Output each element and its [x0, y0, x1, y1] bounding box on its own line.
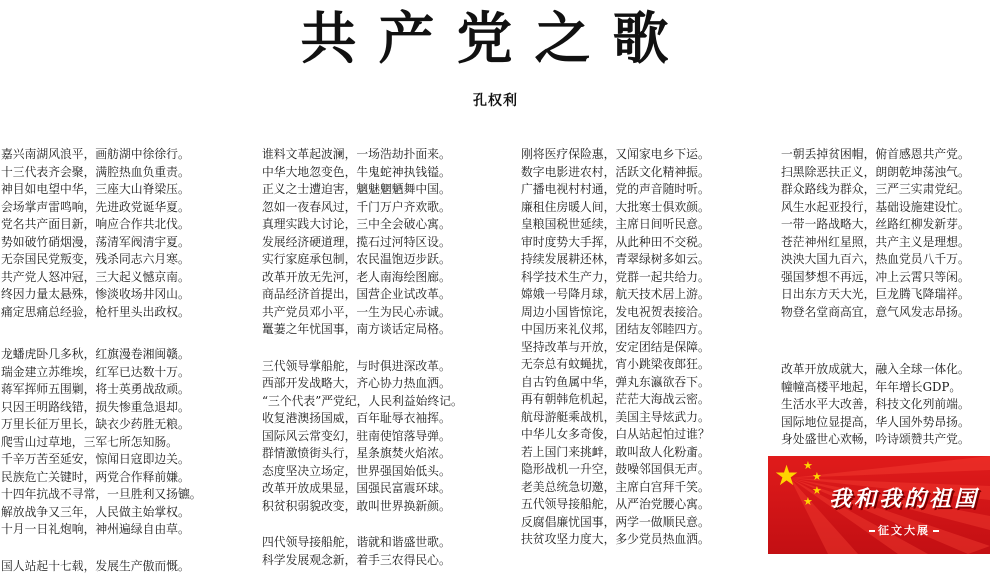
banner-title: 我和我的祖国: [818, 482, 990, 513]
poem-line: 若上国门来挑衅，敢叫敌人化粉齑。: [521, 444, 710, 462]
poem-line: 十月一日礼炮响，神州遍绿自由草。: [1, 521, 202, 539]
poem-verse: [781, 361, 970, 449]
poem-line: 无奈总有蚊蝇扰，宵小跳梁夜郎狂。: [521, 356, 710, 374]
page-title: 共产党之歌: [0, 4, 991, 76]
poem-line: 改革开放成果显，国强民富震环球。: [262, 480, 463, 498]
poem-line: 嫦娥一号降月球，航天技术居上游。: [521, 286, 710, 304]
poem-line: 苍茫神州红星照，共产主义是理想。: [781, 234, 970, 252]
poem-line: 国人站起十七载，发展生产傲而慨。: [1, 558, 202, 575]
poem-verse: [521, 146, 710, 496]
poem-line: 痛定思痛总经验，枪杆里头出政权。: [1, 304, 202, 322]
star-icon: ★: [774, 462, 799, 490]
poem-line: 四代领导接船舵，谐就和谐盛世歌。: [262, 534, 463, 552]
poem-column-4: [781, 146, 970, 449]
dash-left: [869, 530, 875, 532]
poem-line: 共产党人怒冲冠，三大起义憾京南。: [1, 269, 202, 287]
poem-line: 刚将医疗保险惠，又闻家电乡下运。: [521, 146, 710, 164]
poem-line: 坚持改革与开放，安定团结是保障。: [521, 339, 710, 357]
poem-column-1: [1, 146, 202, 575]
poem-line: 泱泱大国九百六，热血党员八千万。: [781, 251, 970, 269]
poem-column-2: [262, 146, 463, 569]
poem-line: 物登名堂商高宜，意气风发志昂扬。: [781, 304, 970, 322]
poem-line: 广播电视村村通，党的声音随时听。: [521, 181, 710, 199]
poem-line: “三个代表”严党纪，人民利益始终记。: [262, 393, 463, 411]
poem-column-3: [521, 146, 710, 549]
poem-line: 中华儿女多奇俊，白从站起怕过谁？: [521, 426, 710, 444]
poem-line: 一带一路战略大，丝路红柳发新芽。: [781, 216, 970, 234]
poem-line: 十三代表齐会聚，满腔热血负重责。: [1, 164, 202, 182]
poem-line: 老美总统急切邀，主席白宫拜千笑。: [521, 479, 710, 497]
poem-line: 西部开发战略大，齐心协力热血洒。: [262, 375, 463, 393]
poem-line: 千辛万苦至延安，惊闻日寇即边关。: [1, 451, 202, 469]
poem-line: 三代领导掌船舵，与时俱进深改革。: [262, 358, 463, 376]
poem-line: 神目如电望中华，三座大山脊梁压。: [1, 181, 202, 199]
poem-line: 正义之士遭迫害，魑魅魍魉舞中国。: [262, 181, 463, 199]
star-icon: ★: [803, 496, 813, 507]
poem-line: 万里长征万里长，缺衣少药胜无粮。: [1, 416, 202, 434]
poem-line: 一朝丢掉贫困帽，俯首感恩共产党。: [781, 146, 970, 164]
poem-line: 身处盛世心欢畅，吟诗颂赞共产党。: [781, 431, 970, 449]
banner-subtitle: [818, 522, 990, 538]
poem-verse: [1, 558, 202, 575]
poem-line: 航母游艇乘战机，美国主导炫武力。: [521, 409, 710, 427]
poem-line: 鼍萋之年忧国事，南方谈话定局格。: [262, 321, 463, 339]
poem-line: 强国梦想不再远，冲上云霄只等闲。: [781, 269, 970, 287]
banner-subtitle-text: 征文大展: [878, 524, 930, 537]
poem-line: 五代领导接船舵，从严治党腰心寓。: [521, 496, 710, 514]
poem-line: 群众路线为群众，三严三实肃党纪。: [781, 181, 970, 199]
poem-line: 扶贫攻坚力度大，多少党员热血洒。: [521, 531, 710, 549]
poem-line: 幢幢高楼平地起，年年增长GDP。: [781, 379, 970, 397]
poem-line: 实行家庭承包制，农民温饱迈步跃。: [262, 251, 463, 269]
poem-line: 日出东方天大光，巨龙腾飞降瑞祥。: [781, 286, 970, 304]
poem-line: 党名共产面目新，响应合作共北伐。: [1, 216, 202, 234]
poem-line: 发展经济硬道理，揽石过河特区设。: [262, 234, 463, 252]
poem-line: 龙蟠虎卧几多秋，红旗漫卷湘闽赣。: [1, 346, 202, 364]
poem-line: 共产党员邓小平，一生为民心赤诚。: [262, 304, 463, 322]
poem-line: 改革开放成就大，融入全球一体化。: [781, 361, 970, 379]
poem-line: 周边小国皆惊诧，发电祝贺表接洽。: [521, 304, 710, 322]
poem-line: 中华大地忽变色，牛鬼蛇神执钱镒。: [262, 164, 463, 182]
poem-line: 收复港澳扬国威，百年耻辱衣袖挥。: [262, 410, 463, 428]
poem-line: 谁料文革起波澜，一场浩劫扑面来。: [262, 146, 463, 164]
poem-verse: [521, 496, 710, 549]
poem-line: 爬雪山过草地，三军七所怎知肠。: [1, 434, 202, 452]
poem-line: 十四年抗战不寻常，一旦胜利又扬镳。: [1, 486, 202, 504]
poem-verse: [262, 358, 463, 516]
poem-line: 反腐倡廉忧国事，两学一做顺民意。: [521, 514, 710, 532]
poem-line: 解放战争又三年，人民做主始掌权。: [1, 504, 202, 522]
poem-line: 积贫积弱貌改变，敢叫世界换新颜。: [262, 498, 463, 516]
star-icon: ★: [803, 460, 813, 471]
poem-line: 终因力量太悬殊，惨淡收场井冈山。: [1, 286, 202, 304]
poem-line: 民族危亡关键时，两党合作释前嫌。: [1, 469, 202, 487]
poem-verse: [1, 146, 202, 321]
poem-line: 审时度势大手挥，从此种田不交税。: [521, 234, 710, 252]
poem-line: 国际地位显提高，华人国外势昂扬。: [781, 414, 970, 432]
poem-line: 再有朝韩危机起，茫茫大海战云密。: [521, 391, 710, 409]
poem-line: 自古钓鱼属中华，弹丸东瀛欲吞下。: [521, 374, 710, 392]
dash-right: [933, 530, 939, 532]
poem-line: 只因王明路线错，损失惨重急退却。: [1, 399, 202, 417]
poem-line: 群情激愤街头行，星条旗焚火焰浓。: [262, 445, 463, 463]
poem-line: 商品经济首提出，国营企业试改革。: [262, 286, 463, 304]
poem-line: 蒋军挥师五围剿，将士英勇战敌顽。: [1, 381, 202, 399]
poem-line: 隐形战机一升空，鼓噪邻国俱无声。: [521, 461, 710, 479]
poem-verse: [781, 146, 970, 321]
essay-contest-banner[interactable]: [768, 456, 990, 554]
poem-line: 国际风云常变幻，驻南使馆落导弹。: [262, 428, 463, 446]
poem-line: 科学发展观念新，着手三农得民心。: [262, 552, 463, 570]
poem-line: 数字电影进农村，活跃文化精神振。: [521, 164, 710, 182]
poem-line: 真理实践大讨论，三中全会破心寓。: [262, 216, 463, 234]
star-icon: ★: [812, 471, 822, 482]
poem-line: 生活水平大改善，科技文化列前端。: [781, 396, 970, 414]
poem-line: 廉租住房暖人间，大批寒士俱欢颜。: [521, 199, 710, 217]
poem-line: 扫黑除恶扶正义，朗朗乾坤荡浊气。: [781, 164, 970, 182]
poem-line: 无奈国民党叛变，残杀同志六月寒。: [1, 251, 202, 269]
poem-line: 瑞金建立苏维埃，红军已达数十万。: [1, 364, 202, 382]
poem-line: 科学技术生产力，党群一起共给力。: [521, 269, 710, 287]
poem-line: 忽如一夜春风过，千门万户齐欢歌。: [262, 199, 463, 217]
poem-line: 中国历来礼仪邦，团结友邻睦四方。: [521, 321, 710, 339]
poem-line: 势如破竹硝烟漫，荡清军阀清宇夏。: [1, 234, 202, 252]
poem-verse: [262, 146, 463, 339]
poem-line: 持续发展耕还林，青翠绿树多如云。: [521, 251, 710, 269]
author-name: 孔权利: [0, 90, 991, 110]
poem-line: 嘉兴南湖风浪平，画舫湖中徐徐行。: [1, 146, 202, 164]
poem-line: 改革开放无先河，老人南海绘图廊。: [262, 269, 463, 287]
poem-line: 皇粮国税世延续，主席日间听民意。: [521, 216, 710, 234]
poem-line: 风生水起亚投行，基础设施建设忙。: [781, 199, 970, 217]
poem-verse: [262, 534, 463, 569]
poem-line: 态度坚决立场定，世界强国始低头。: [262, 463, 463, 481]
star-icon: ★: [812, 485, 822, 496]
poem-line: 会场掌声雷鸣响，先进政党诞华夏。: [1, 199, 202, 217]
poem-verse: [1, 346, 202, 539]
